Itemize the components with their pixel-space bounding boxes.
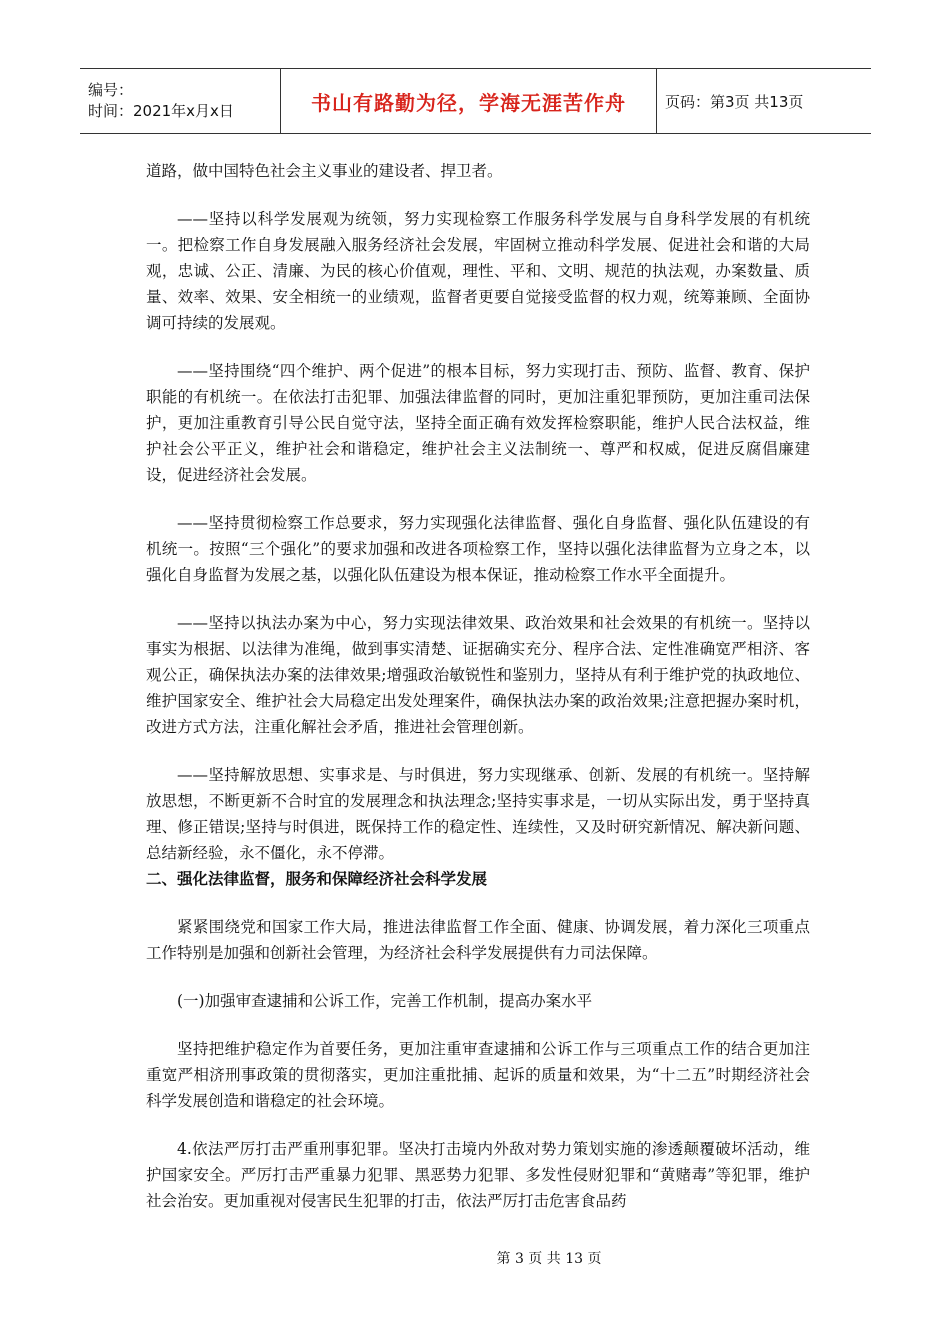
paragraph: ——坚持以执法办案为中心，努力实现法律效果、政治效果和社会效果的有机统一。坚持以事实为根据、以法律为准绳，做到事实清楚、证据确实充分、程序合法、定性准确宽严相济、客观公正，确保执法办案的法律效果;增强政治敏锐性和鉴别力，坚持从有利于维护党的执政地位、维护国家安全、维护社会大局稳定出发处理案件，确保执法办案的政治效果;注意把握办案时机，改进方式方法，注重化解社会矛盾，推进社会管理创新。 (146, 614, 810, 736)
paragraph: 4.依法严厉打击严重刑事犯罪。坚决打击境内外敌对势力策划实施的渗透颠覆破坏活动，维护国家安全。严厉打击严重暴力犯罪、黑恶势力犯罪、多发性侵财犯罪和“黄赌毒”等犯罪，维护社会治安。更加重视对侵害民生犯罪的打击，依法严厉打击危害食品药 (146, 1140, 810, 1210)
document-body (146, 158, 810, 1214)
page-header (80, 68, 871, 134)
paragraph: ——坚持围绕“四个维护、两个促进”的根本目标，努力实现打击、预防、监督、教育、保护职能的有机统一。在依法打击犯罪、加强法律监督的同时，更加注重犯罪预防，更加注重司法保护，更加注重教育引导公民自觉守法，坚持全面正确有效发挥检察职能，维护人民合法权益，维护社会公平正义，维护社会和谐稳定，维护社会主义法制统一、尊严和权威，促进反腐倡廉建设，促进经济社会发展。 (146, 362, 810, 484)
paragraph: ——坚持以科学发展观为统领，努力实现检察工作服务科学发展与自身科学发展的有机统一。把检察工作自身发展融入服务经济社会发展，牢固树立推动科学发展、促进社会和谐的大局观，忠诚、公正、清廉、为民的核心价值观，理性、平和、文明、规范的执法观，办案数量、质量、效率、效果、安全相统一的业绩观，监督者更要自觉接受监督的权力观，统筹兼顾、全面协调可持续的发展观。 (146, 210, 810, 332)
paragraph: ——坚持解放思想、实事求是、与时俱进，努力实现继承、创新、发展的有机统一。坚持解放思想，不断更新不合时宜的发展理念和执法理念;坚持实事求是，一切从实际出发，勇于坚持真理、修正错误;坚持与时俱进，既保持工作的稳定性、连续性，又及时研究新情况、解决新问题、总结新经验，永不僵化，永不停滞。 (146, 766, 810, 862)
header-meta (80, 69, 280, 133)
paragraph: 紧紧围绕党和国家工作大局，推进法律监督工作全面、健康、协调发展，着力深化三项重点工作特别是加强和创新社会管理，为经济社会科学发展提供有力司法保障。 (146, 918, 810, 962)
section-heading: 二、强化法律监督，服务和保障经济社会科学发展 (146, 869, 488, 888)
doc-date-label: 时间：2021年x月x日 (88, 102, 234, 120)
doc-number-label: 编号： (88, 81, 134, 99)
header-page-label: 页码：第3页 共13页 (665, 92, 804, 111)
paragraph: ——坚持贯彻检察工作总要求，努力实现强化法律监督、强化自身监督、强化队伍建设的有机统一。按照“三个强化”的要求加强和改进各项检察工作，坚持以强化法律监督为立身之本，以强化自身监督为发展之基，以强化队伍建设为根本保证，推动检察工作水平全面提升。 (146, 514, 810, 584)
subsection-heading: (一)加强审查逮捕和公诉工作，完善工作机制，提高办案水平 (177, 992, 593, 1010)
paragraph: 坚持把维护稳定作为首要任务，更加注重审查逮捕和公诉工作与三项重点工作的结合更加注重宽严相济刑事政策的贯彻落实，更加注重批捕、起诉的质量和效果，为“十二五”时期经济社会科学发展创造和谐稳定的社会环境。 (146, 1040, 810, 1110)
header-motto-cell (280, 69, 657, 133)
paragraph: 道路，做中国特色社会主义事业的建设者、捍卫者。 (146, 162, 503, 180)
header-motto: 书山有路勤为径，学海无涯苦作舟 (311, 90, 626, 115)
page-footer: 第 3 页 共 13 页 (496, 1251, 602, 1267)
header-page-cell (657, 69, 871, 133)
